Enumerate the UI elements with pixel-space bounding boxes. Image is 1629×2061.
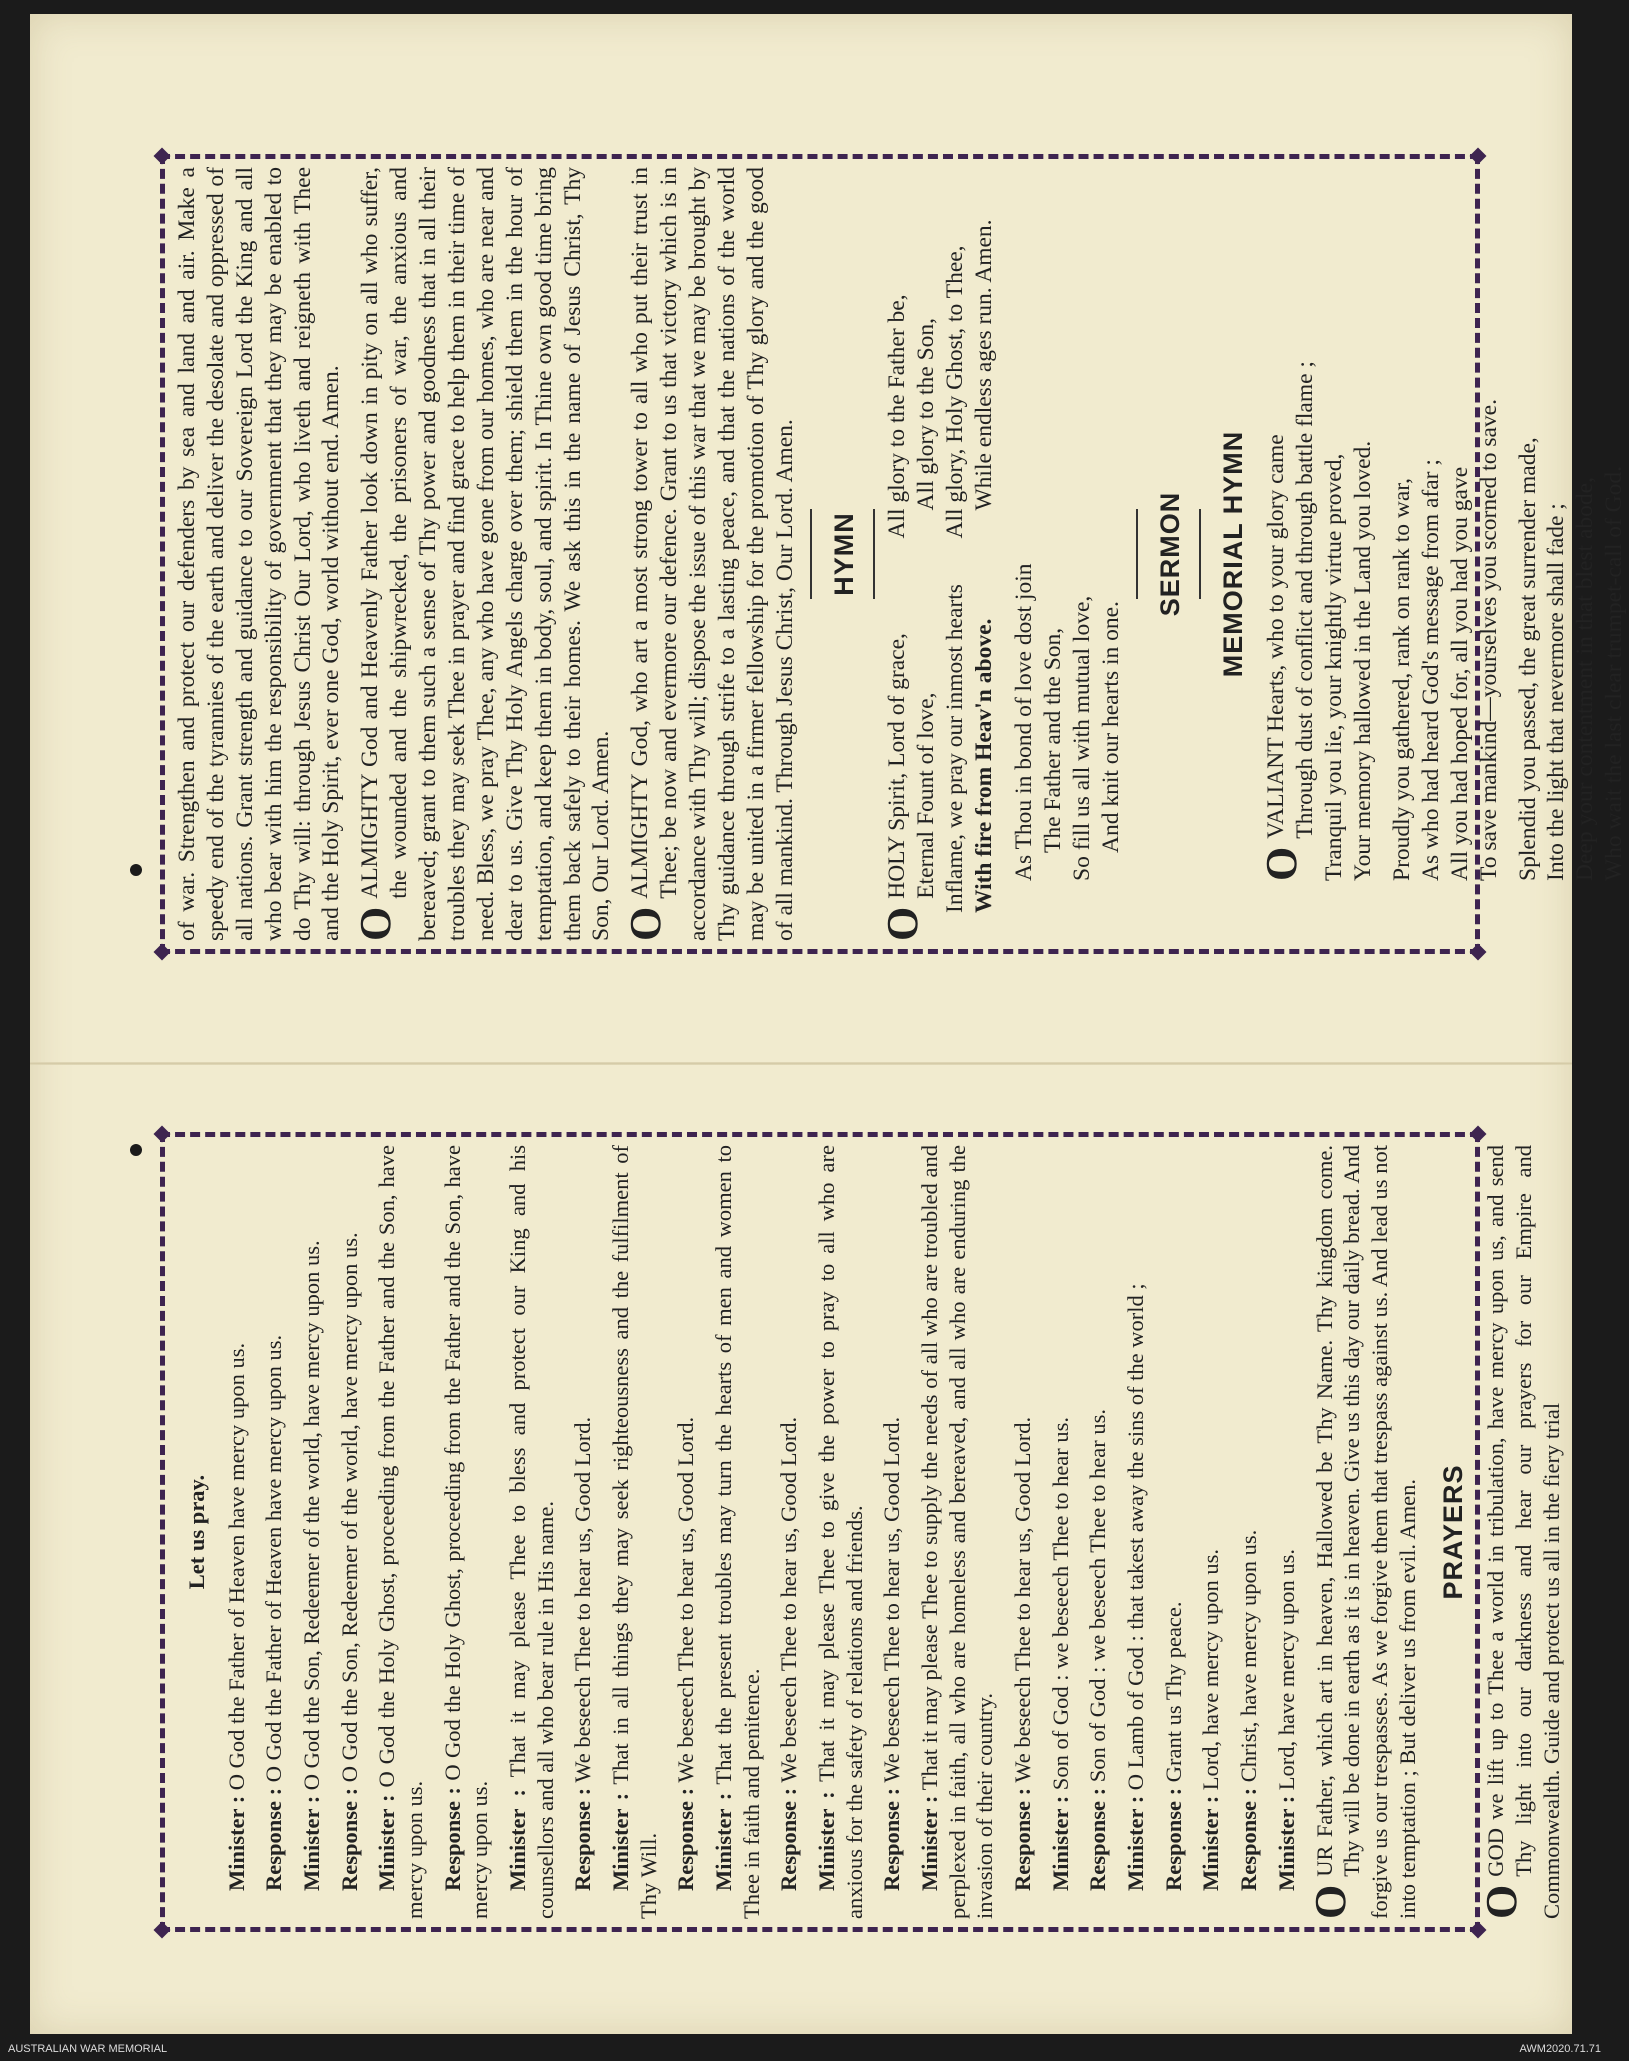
let-us-pray-heading: Let us pray.	[184, 1474, 209, 1590]
memorial-line: Through dust of conflict and through battle flame ;	[1292, 361, 1319, 839]
drop-cap: O	[1257, 846, 1307, 881]
litany-line: Response : We beseech Thee to hear us, Good Lord.	[776, 1416, 802, 1891]
litany-line: Response : We beseech Thee to hear us, Good Lord.	[1010, 1416, 1036, 1891]
litany-line: Minister : O God the Father of Heaven have mercy upon us.	[223, 1342, 249, 1891]
litany-line: Response : We beseech Thee to hear us, Good Lord.	[673, 1416, 699, 1891]
top-page-panel	[160, 154, 1628, 954]
memorial-line: Tranquil you lie, your knightly virtue proved,	[1321, 453, 1348, 881]
litany-line: Minister : O Lamb of God : that takest away the sins of the world ;	[1123, 1283, 1149, 1891]
litany-line: Response : We beseech Thee to hear us, Good Lord.	[879, 1416, 905, 1891]
hymn-verse-left	[877, 569, 999, 941]
drop-cap: O	[1477, 1884, 1527, 1919]
hymn-line: All glory to the Son,	[912, 317, 939, 511]
memorial-line: Splendid you passed, the great surrender made,	[1514, 437, 1541, 881]
divider	[1136, 509, 1138, 599]
divider	[873, 509, 875, 599]
memorial-hymn-heading: MEMORIAL HYMN	[1218, 430, 1249, 678]
closing-prayer: O GOD we lift up to Thee a world in tribulation, have mercy upon us, and send Thy light into our darkness and hear our prayers for our Empire and Commonwealth. Guide and protect us all in the fiery trial	[1477, 1145, 1564, 1919]
litany-line: Minister : That it may please Thee to give the power to pray to all who are anxious for the safety of relations and friends.	[814, 1144, 867, 1919]
memorial-line: Who wait the last clear trumpet-call of God.	[1601, 465, 1628, 881]
memorial-line: Your memory hallowed in the Land you loved.	[1350, 440, 1377, 881]
hymn-line: As Thou in bond of love dost join	[1011, 563, 1038, 881]
litany-line: Minister : O God the Son, Redeemer of the world, have mercy upon us.	[299, 1240, 325, 1891]
hymn-line: With fire from Heav'n above.	[970, 618, 997, 913]
center-fold	[30, 1062, 1572, 1065]
prayer-for-sufferers: O ALMIGHTY God and Heavenly Father look down in pity on all who suffer, the wounded and the shipwrecked, the prisoners of war, the anxious and bereaved; grant to them such a sense of Thy power and goodness that in all their troubles they may seek Thee in prayer and find grace to help them in their time of need. Bless, we pray Thee, any who have gone from our homes, who are near and dear to us. Give Thy Holy Angels charge over them; shield them in the hour of temptation, and keep them in body, soul, and spirit. In Thine own good time bring them back safely to their homes. We ask this in the name of Jesus Christ, Thy Son, Our Lord. Amen.	[351, 167, 615, 941]
memorial-verse-2	[1388, 167, 1504, 881]
institution-credit: AUSTRALIAN WAR MEMORIAL	[8, 2043, 168, 2055]
litany-line: Minister : That the present troubles may turn the hearts of men and women to Thee in faith and penitence.	[711, 1144, 764, 1919]
drop-cap: O	[877, 906, 927, 941]
litany	[223, 1145, 1301, 1919]
prayer-for-victory: O ALMIGHTY God, who art a most strong tower to all who put their trust in Thee; be now and evermore our defence. Grant to us that victory which is in accordance with Thy will; dispose the issue of this war that we may be brought by Thy guidance through strife to a lasting peace, and that the nations of the world may be united in a firmer fellowship for the promotion of Thy glory and the good of all mankind. Through Jesus Christ, Our Lord. Amen.	[621, 167, 798, 941]
hymn-line: All glory to the Father be,	[883, 294, 910, 539]
hymn-line: And knit our hearts in one.	[1098, 601, 1125, 853]
litany-line: Response : O God the Son, Redeemer of the world, have mercy upon us.	[336, 1232, 362, 1891]
hymn-line: So fill us all with mutual love,	[1069, 595, 1096, 881]
memorial-line: VALIANT Hearts, who to your glory came	[1263, 434, 1290, 839]
litany-line: Minister : O God the Holy Ghost, proceeding from the Father and the Son, have mercy upon us.	[374, 1144, 428, 1919]
litany-line: Response : Grant us Thy peace.	[1160, 1601, 1186, 1891]
litany-line: Response : Christ, have mercy upon us.	[1236, 1529, 1262, 1891]
hymn-line: While endless ages run. Amen.	[970, 219, 997, 511]
drop-cap: O	[351, 906, 401, 941]
drop-cap: O	[1305, 1884, 1355, 1919]
litany-line: Minister : Lord, have mercy upon us.	[1273, 1549, 1299, 1891]
memorial-line: As who had heard God's message from afar ;	[1417, 459, 1444, 881]
bottom-page-content	[173, 1144, 1564, 1919]
hymn-line: The Father and the Son,	[1040, 627, 1067, 853]
divider	[1199, 509, 1201, 599]
memorial-line: Deep your contentment in that blest abode,	[1572, 477, 1599, 881]
bottom-page-panel	[160, 1132, 1564, 1932]
litany-line: Response : O God the Holy Ghost, proceeding from the Father and the Son, have mercy upon us.	[439, 1145, 493, 1919]
memorial-line: To save mankind—yourselves you scorned to save.	[1475, 399, 1502, 881]
prayers-heading: PRAYERS	[1438, 1464, 1469, 1600]
litany-line: Minister : Son of God : we beseech Thee to hear us.	[1047, 1416, 1073, 1891]
litany-line: Minister : That it may please Thee to supply the needs of all who are troubled and perplexed in faith, all who are homeless and bereaved, and all who are enduring the invasion of their country.	[917, 1144, 998, 1919]
hymn-line: All glory, Holy Ghost, to Thee,	[941, 245, 968, 539]
lords-prayer: O UR Father, which art in heaven, Hallowed be Thy Name. Thy kingdom come. Thy will be done in earth as it is in heaven. Give us this day our daily bread. And forgive us our trespasses. As we forgive them that trespass against us. And lead us not into temptation ; But deliver us from evil. Amen.	[1305, 1145, 1420, 1919]
hymn-heading: HYMN	[828, 512, 859, 596]
litany-line: Response : O God the Father of Heaven have mercy upon us.	[261, 1334, 287, 1891]
litany-line: Minister : That it may please Thee to bless and protect our King and his counsellors and all who bear rule in His name.	[505, 1144, 558, 1919]
memorial-verse-3	[1514, 167, 1629, 881]
hymn-verse-right	[883, 167, 999, 539]
memorial-line: All you had hoped for, all you had you gave	[1446, 466, 1473, 881]
hymn-line: Inflame, we pray our inmost hearts	[941, 584, 968, 913]
hymn-line: HOLY Spirit, Lord of grace,	[883, 633, 910, 899]
litany-line: Minister : Lord, have mercy upon us.	[1198, 1549, 1224, 1891]
top-page-content	[173, 167, 1628, 941]
staple-hole	[130, 1144, 142, 1156]
accession-number: AWM2020.71.71	[1519, 2043, 1601, 2055]
opening-prayer: of war. Strengthen and protect our defenders by sea and land and air. Make a speedy end of the tyrannies of the earth and deliver the desolate and oppressed of all nations. Grant strength and guidance to our Sovereign Lord the King and all who bear with him the responsibility of government that they may be enabled to do Thy will: through Jesus Christ Our Lord, who liveth and reigneth with Thee and the Holy Spirit, ever one God, world without end. Amen.	[174, 167, 345, 941]
memorial-verse-1	[1257, 167, 1378, 881]
memorial-line: Into the light that nevermore shall fade ;	[1543, 503, 1570, 881]
hymn-verse-columns	[877, 167, 999, 941]
hymn-verse-2	[1010, 167, 1126, 881]
litany-line: Response : We beseech Thee to hear us, Good Lord.	[570, 1416, 596, 1891]
divider	[810, 509, 812, 599]
program-sheet	[30, 14, 1628, 2034]
drop-cap: O	[621, 906, 671, 941]
litany-line: Minister : That in all things they may seek righteousness and the fulfilment of Thy Will.	[608, 1144, 661, 1919]
memorial-line: Proudly you gathered, rank on rank to war,	[1389, 477, 1415, 881]
sermon-heading: SERMON	[1155, 491, 1186, 617]
hymn-line: Eternal Fount of love,	[912, 692, 939, 899]
litany-line: Response : Son of God : we beseech Thee to hear us.	[1085, 1409, 1111, 1891]
staple-hole	[130, 864, 142, 876]
